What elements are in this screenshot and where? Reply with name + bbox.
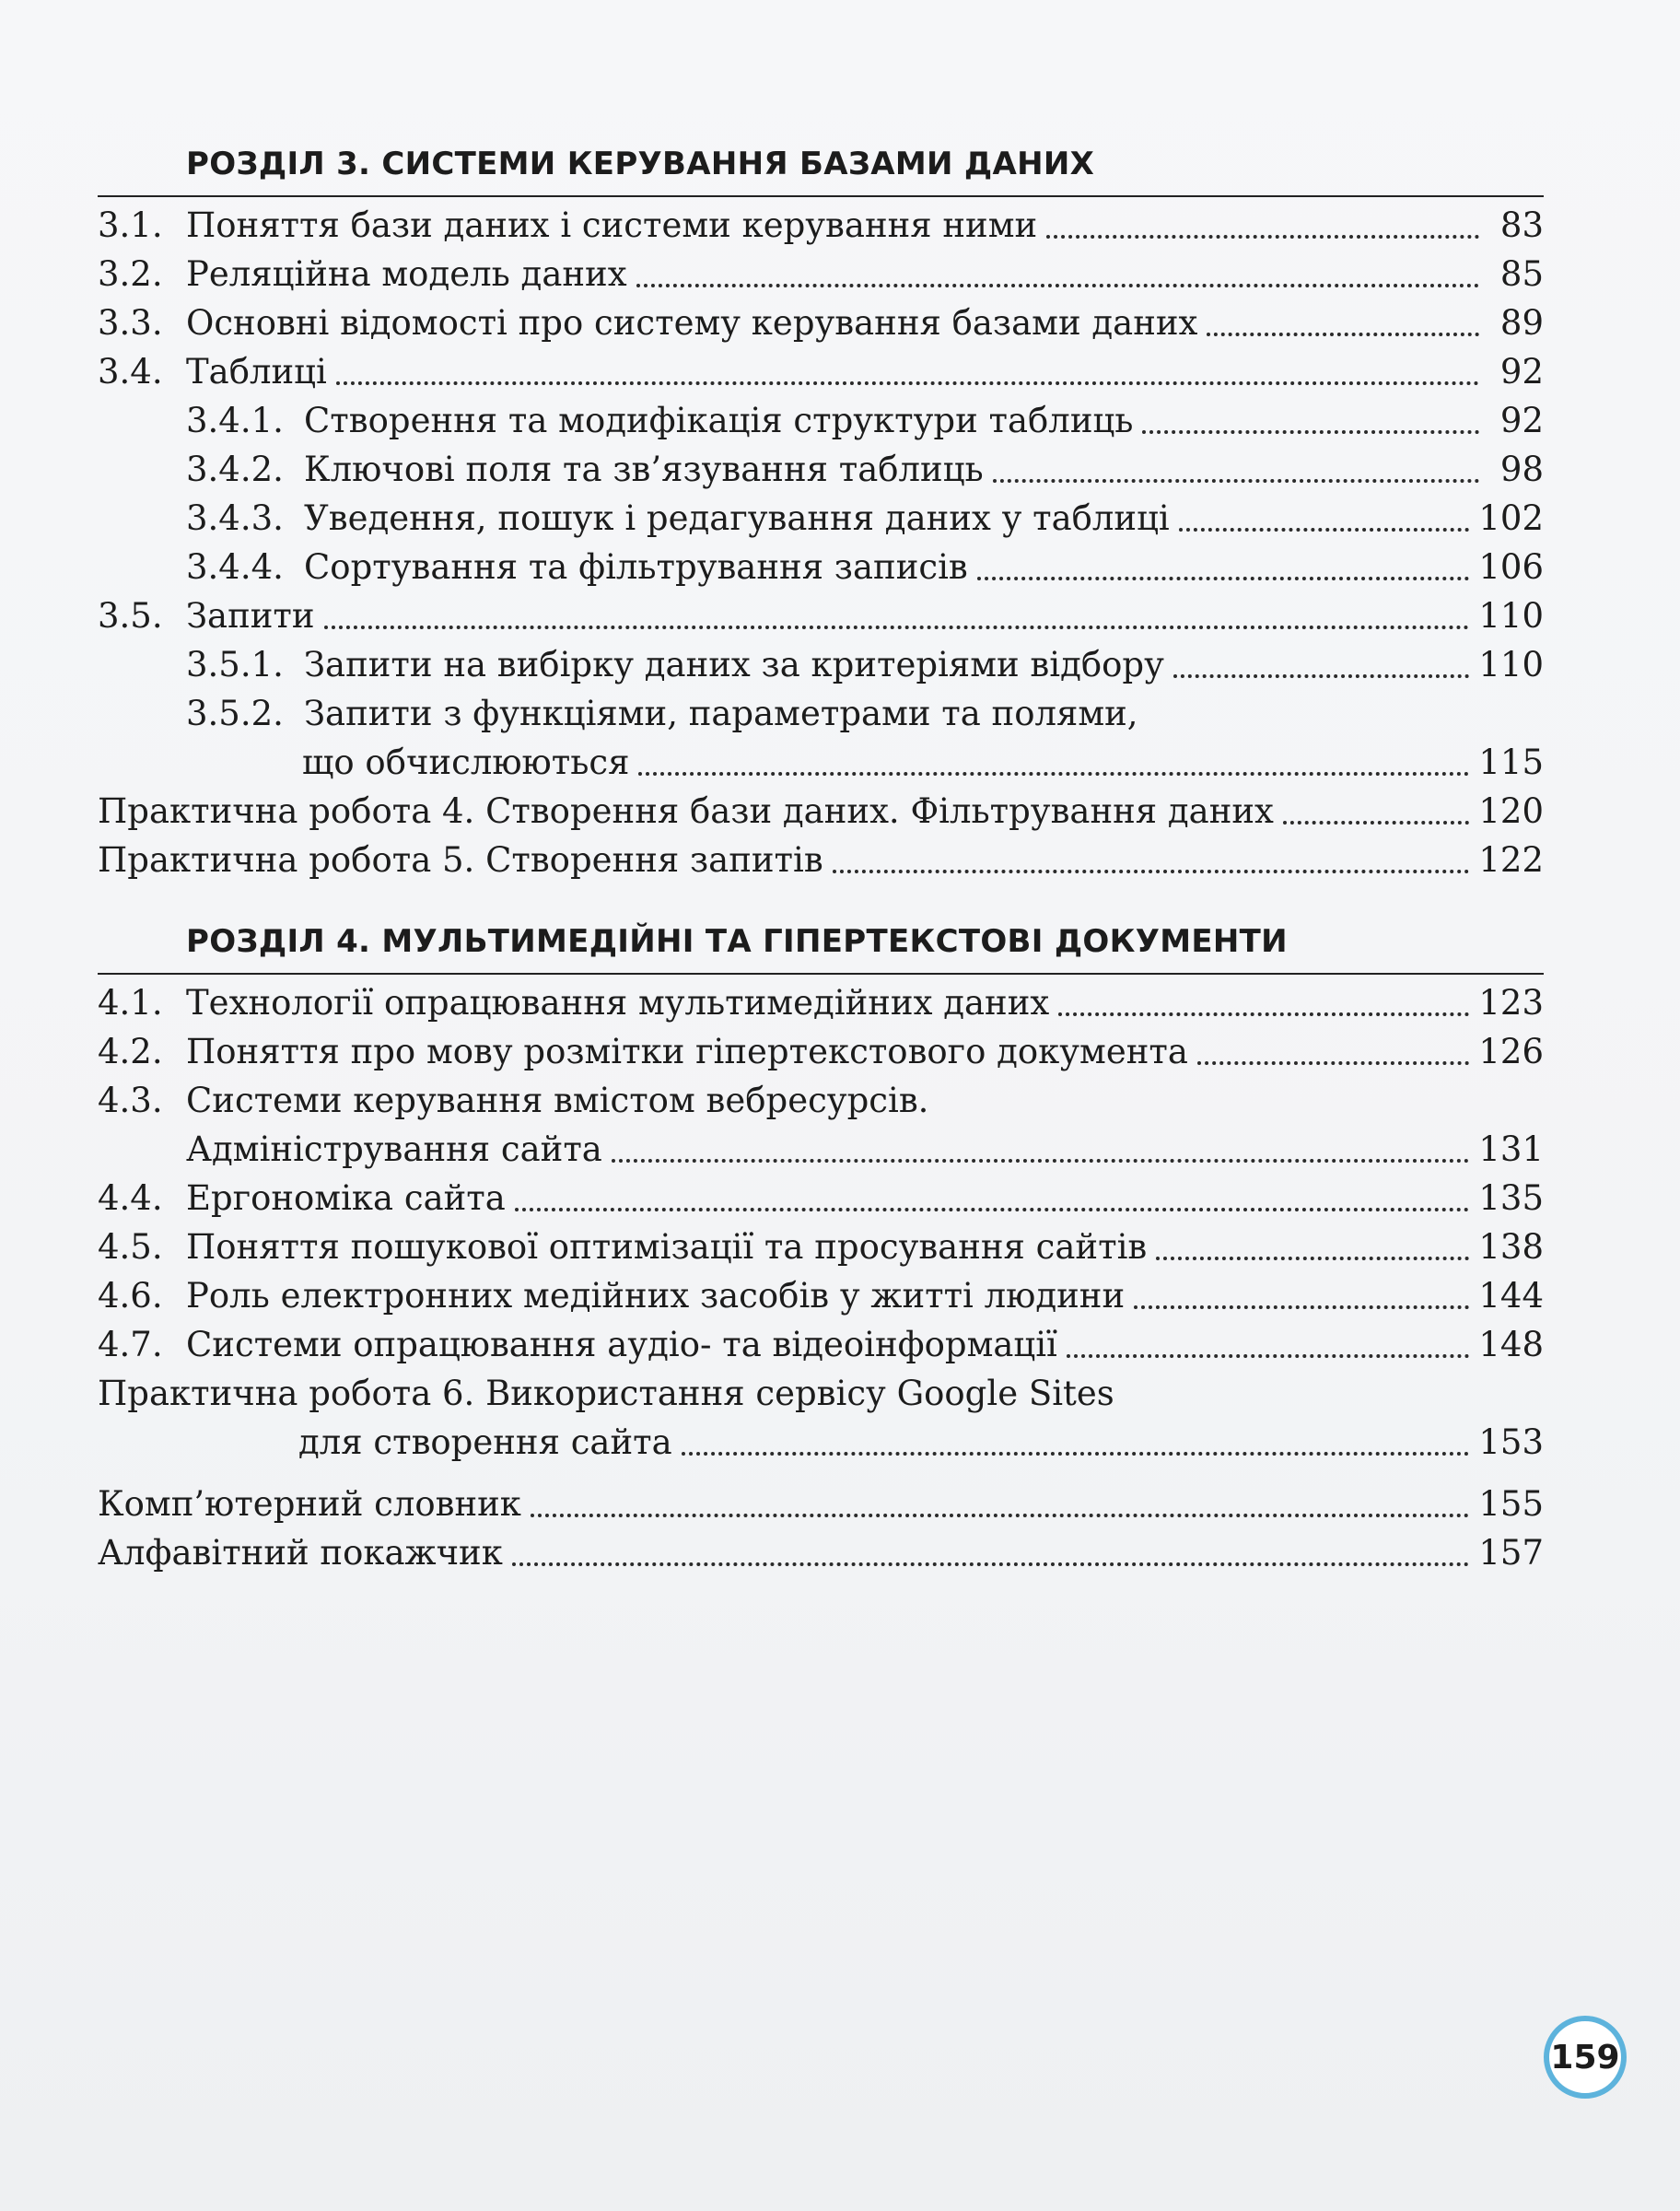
entry-title: Системи керування вмістом вебресурсів. [186, 1081, 929, 1120]
entry-page: 144 [1478, 1276, 1544, 1316]
entry-number: 4.6. [98, 1276, 163, 1316]
toc-entry-3-4-4[interactable] [98, 543, 1544, 591]
entry-title: Практична робота 6. Використання сервісу Google Sites [98, 1374, 1114, 1413]
entry-title: Таблиці [186, 352, 327, 392]
toc-entry-4-5[interactable] [98, 1222, 1544, 1271]
entry-title: Сортування та фільтрування записів [304, 547, 968, 587]
entry-number: 3.4.2. [186, 450, 284, 489]
entry-number: 4.3. [98, 1081, 163, 1120]
toc-practical-6[interactable] [98, 1369, 1544, 1418]
entry-title: Запити на вибірку даних за критеріями відбору [304, 645, 1164, 684]
entry-number: 3.5. [98, 596, 163, 636]
toc-practical-5[interactable] [98, 836, 1544, 884]
entry-page: 106 [1478, 547, 1544, 587]
toc-entry-3-4-3[interactable] [98, 494, 1544, 543]
entry-page: 110 [1478, 645, 1544, 684]
spacer [98, 1467, 1544, 1480]
entry-page: 102 [1478, 498, 1544, 538]
entry-title: Адміністрування сайта [186, 1129, 602, 1169]
entry-page: 123 [1478, 983, 1544, 1023]
dot-leader [977, 576, 1470, 580]
entry-page: 148 [1478, 1325, 1544, 1364]
dot-leader [682, 1451, 1470, 1456]
section-3-heading: РОЗДІЛ 3. СИСТЕМИ КЕРУВАННЯ БАЗАМИ ДАНИХ [186, 146, 1095, 182]
toc-entry-4-3[interactable] [98, 1076, 1544, 1125]
entry-page: 131 [1478, 1129, 1544, 1169]
toc-index[interactable] [98, 1528, 1544, 1577]
toc-entry-3-4-1[interactable] [98, 396, 1544, 445]
entry-page: 135 [1478, 1178, 1544, 1218]
entry-page: 85 [1499, 254, 1544, 294]
dot-leader [336, 380, 1479, 385]
entry-page: 155 [1478, 1484, 1544, 1524]
entry-page: 138 [1478, 1227, 1544, 1267]
dot-leader [1156, 1256, 1469, 1260]
page-number-badge: 159 [1544, 2016, 1627, 2099]
toc-entry-3-1[interactable] [98, 201, 1544, 250]
dot-leader [512, 1562, 1470, 1566]
toc-entry-4-2[interactable] [98, 1027, 1544, 1076]
entry-page: 110 [1478, 596, 1544, 636]
entry-title: Комп’ютерний словник [98, 1484, 521, 1524]
entry-page: 89 [1499, 303, 1544, 343]
toc-glossary[interactable] [98, 1480, 1544, 1528]
toc-entry-3-3[interactable] [98, 298, 1544, 347]
dot-leader [833, 869, 1470, 873]
toc-entry-3-5[interactable] [98, 591, 1544, 640]
entry-title: Роль електронних медійних засобів у житті людини [186, 1276, 1126, 1316]
entry-title: Поняття бази даних і системи керування ними [186, 205, 1038, 245]
dot-leader [324, 625, 1470, 629]
dot-leader [636, 283, 1479, 287]
entry-page: 157 [1478, 1533, 1544, 1573]
entry-number: 3.5.1. [186, 645, 284, 684]
entry-number: 3.4. [98, 352, 163, 392]
toc-entry-4-7[interactable] [98, 1320, 1544, 1369]
dot-leader [1046, 234, 1479, 239]
entry-page: 115 [1478, 743, 1544, 782]
entry-number: 3.1. [98, 205, 163, 245]
entry-title: Ключові поля та зв’язування таблиць [304, 450, 984, 489]
entry-title: Основні відомості про систему керування базами даних [186, 303, 1198, 343]
entry-number: 4.2. [98, 1032, 163, 1071]
entry-number: 3.4.4. [186, 547, 284, 587]
entry-title: Алфавітний покажчик [98, 1533, 503, 1573]
entry-page: 122 [1478, 840, 1544, 880]
entry-number: 3.4.1. [186, 401, 284, 440]
entry-number: 4.5. [98, 1227, 163, 1267]
dot-leader [1067, 1353, 1470, 1358]
toc-entry-4-1[interactable] [98, 978, 1544, 1027]
entry-title: Системи опрацювання аудіо- та відеоінформації [186, 1325, 1057, 1364]
toc-entry-4-4[interactable] [98, 1174, 1544, 1222]
toc-entry-4-3-continued[interactable] [98, 1125, 1544, 1174]
dot-leader [638, 771, 1469, 776]
dot-leader [515, 1207, 1470, 1211]
entry-page: 83 [1499, 205, 1544, 245]
entry-number: 3.3. [98, 303, 163, 343]
entry-title: Запити з функціями, параметрами та полями, [304, 694, 1138, 733]
dot-leader [612, 1158, 1470, 1163]
entry-title: Реляційна модель даних [186, 254, 627, 294]
table-of-contents [98, 138, 1544, 1577]
entry-title: Практична робота 4. Створення бази даних. Фільтрування даних [98, 791, 1274, 831]
toc-entry-3-5-1[interactable] [98, 640, 1544, 689]
divider [98, 195, 1544, 197]
entry-title: Уведення, пошук і редагування даних у таблиці [304, 498, 1170, 538]
toc-practical-4[interactable] [98, 787, 1544, 836]
entry-page: 120 [1478, 791, 1544, 831]
entry-title: Ергономіка сайта [186, 1178, 506, 1218]
dot-leader [1142, 429, 1479, 434]
divider [98, 973, 1544, 975]
toc-practical-6-continued[interactable] [98, 1418, 1544, 1467]
dot-leader [1197, 1060, 1469, 1065]
entry-number: 3.2. [98, 254, 163, 294]
dot-leader [1283, 820, 1469, 825]
toc-entry-3-5-2[interactable] [98, 689, 1544, 738]
entry-title: Поняття пошукової оптимізації та просування сайтів [186, 1227, 1148, 1267]
entry-number: 4.1. [98, 983, 163, 1023]
entry-title: Поняття про мову розмітки гіпертекстового документа [186, 1032, 1188, 1071]
toc-entry-3-2[interactable] [98, 250, 1544, 298]
entry-number: 4.7. [98, 1325, 163, 1364]
entry-title: що обчислюються [302, 743, 630, 782]
dot-leader [1179, 527, 1470, 532]
entry-page: 126 [1478, 1032, 1544, 1071]
dot-leader [531, 1513, 1469, 1517]
toc-entry-3-4[interactable] [98, 347, 1544, 396]
entry-title: для створення сайта [298, 1422, 672, 1462]
entry-page: 92 [1499, 401, 1544, 440]
dot-leader [1058, 1012, 1469, 1016]
entry-page: 92 [1499, 352, 1544, 392]
entry-page: 98 [1499, 450, 1544, 489]
entry-number: 4.4. [98, 1178, 163, 1218]
entry-title: Запити [186, 596, 315, 636]
entry-title: Практична робота 5. Створення запитів [98, 840, 823, 880]
dot-leader [993, 478, 1479, 483]
toc-entry-3-4-2[interactable] [98, 445, 1544, 494]
toc-entry-4-6[interactable] [98, 1271, 1544, 1320]
entry-page: 153 [1478, 1422, 1544, 1462]
entry-title: Створення та модифікація структури таблиць [304, 401, 1134, 440]
section-4-heading: РОЗДІЛ 4. МУЛЬТИМЕДІЙНІ ТА ГІПЕРТЕКСТОВІ ДОКУМЕНТИ [186, 923, 1288, 960]
entry-number: 3.5.2. [186, 694, 284, 733]
dot-leader [1207, 332, 1479, 336]
dot-leader [1134, 1304, 1469, 1309]
toc-entry-3-5-2-continued[interactable] [98, 738, 1544, 787]
entry-title: Технології опрацювання мультимедійних даних [186, 983, 1050, 1023]
dot-leader [1173, 673, 1469, 678]
entry-number: 3.4.3. [186, 498, 284, 538]
